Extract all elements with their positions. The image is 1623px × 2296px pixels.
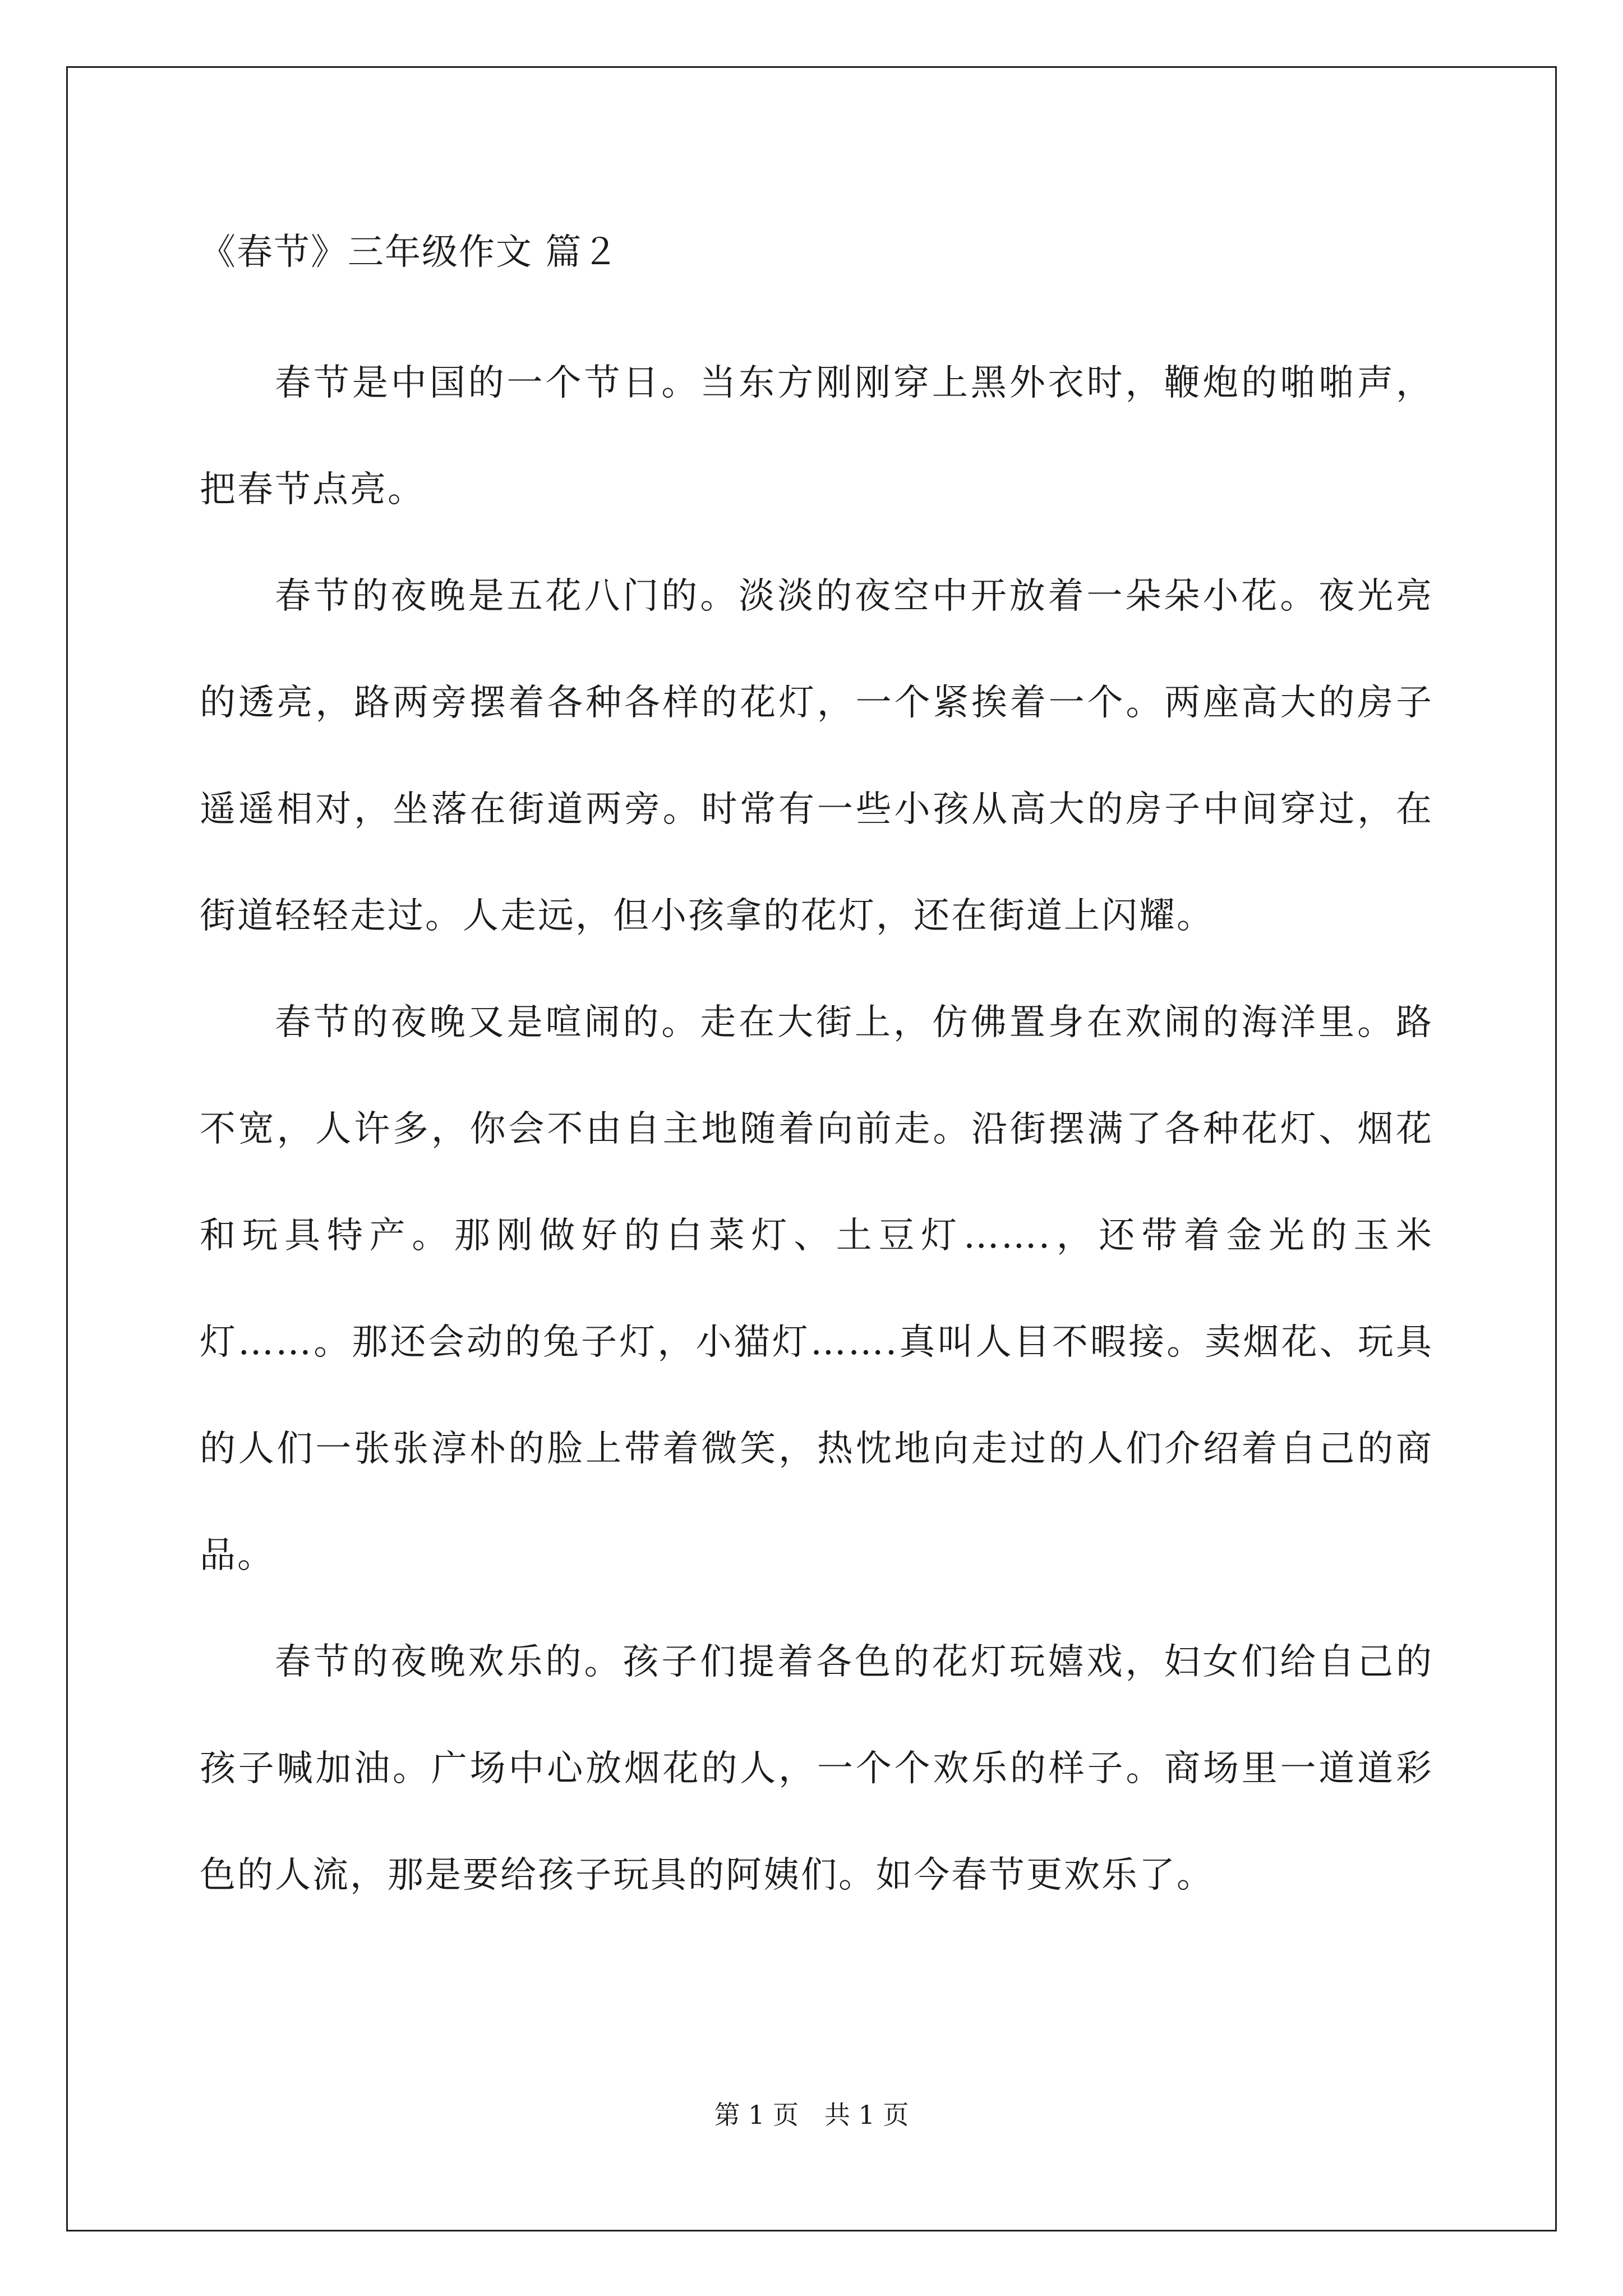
page-number-footer: 第 1 页 共 1 页 — [714, 2100, 909, 2130]
paragraph-1: 春节是中国的一个节日。当东方刚刚穿上黑外衣时，鞭炮的啪啪声，把春节点亮。 — [200, 362, 1433, 510]
paragraph-4: 春节的夜晚欢乐的。孩子们提着各色的花灯玩嬉戏，妇女们给自己的孩子喊加油。广场中心放烟花的人，一个个欢乐的样子。商场里一道道彩色的人流，那是要给孩子玩具的阿姨们。如今春节更欢乐了。 — [200, 1641, 1433, 1896]
paragraph-list — [200, 330, 1433, 1929]
paragraph-3: 春节的夜晚又是喧闹的。走在大街上，仿佛置身在欢闹的海洋里。路不宽，人许多，你会不由自主地随着向前走。沿街摆满了各种花灯、烟花和玩具特产。那刚做好的白菜灯、土豆灯…….，还带着金光的玉米灯……。那还会动的兔子灯，小猫灯…….真叫人目不暇接。卖烟花、玩具的人们一张张淳朴的脸上带着微笑，热忱地向走过的人们介绍着自己的商品。 — [200, 1002, 1433, 1576]
document-title: 《春节》三年级作文 篇２ — [200, 232, 620, 273]
document-body — [200, 224, 1433, 1929]
paragraph-2: 春节的夜晚是五花八门的。淡淡的夜空中开放着一朵朵小花。夜光亮的透亮，路两旁摆着各种各样的花灯，一个紧挨着一个。两座高大的房子遥遥相对，坐落在街道两旁。时常有一些小孩从高大的房子中间穿过，在街道轻轻走过。人走远，但小孩拿的花灯，还在街道上闪耀。 — [200, 576, 1433, 937]
